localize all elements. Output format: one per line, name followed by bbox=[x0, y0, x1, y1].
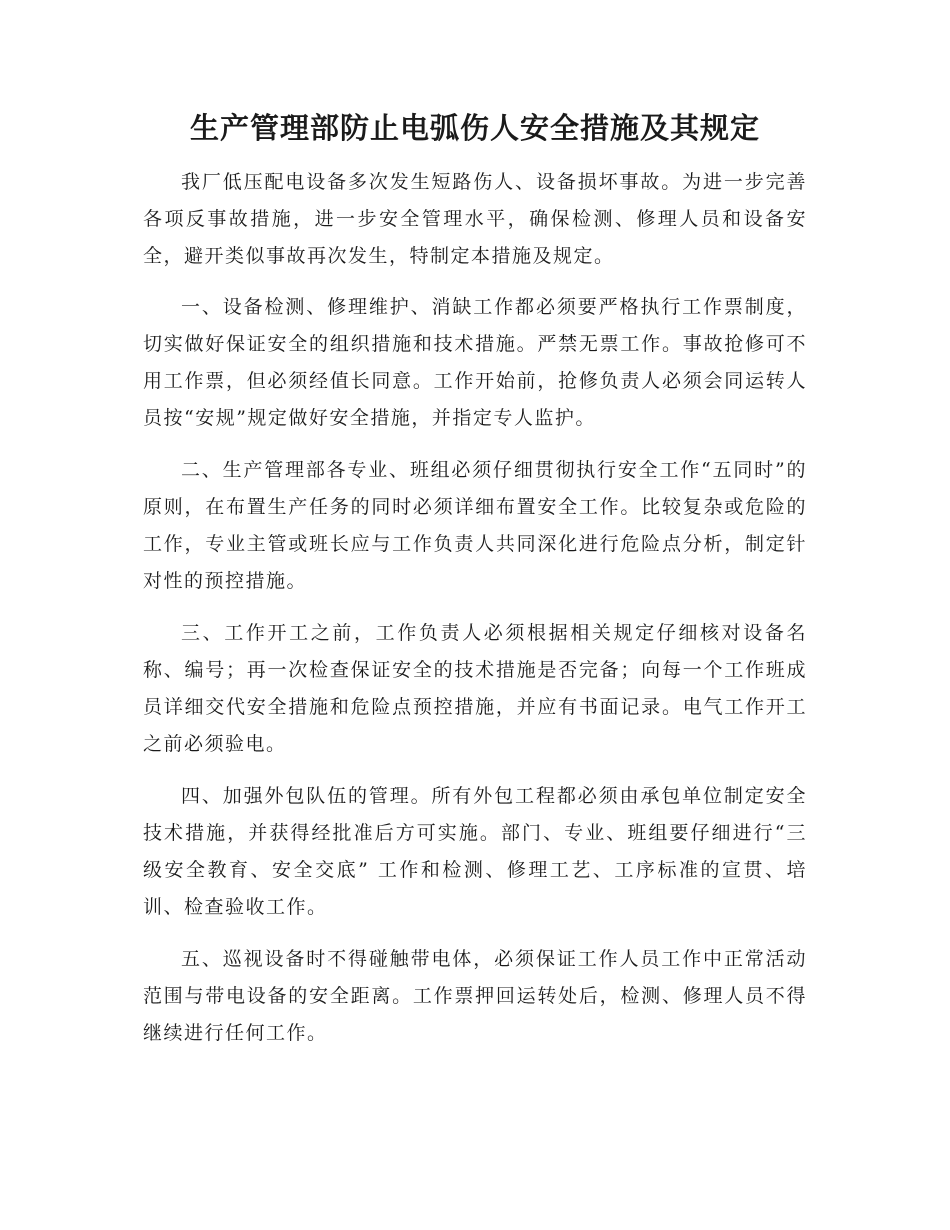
document-body bbox=[143, 164, 807, 1067]
rule-paragraph-5: 五、巡视设备时不得碰触带电体，必须保证工作人员工作中正常活动范围与带电设备的安全距离。工作票押回运转处后，检测、修理人员不得继续进行任何工作。 bbox=[143, 948, 807, 1044]
document-title: 生产管理部防止电弧伤人安全措施及其规定 bbox=[189, 111, 760, 145]
rule-paragraph-1: 一、设备检测、修理维护、消缺工作都必须要严格执行工作票制度，切实做好保证安全的组织措施和技术措施。严禁无票工作。事故抢修可不用工作票，但必须经值长同意。工作开始前，抢修负责人必须会同运转人员按“安规”规定做好安全措施，并指定专人监护。 bbox=[143, 296, 807, 429]
rule-paragraph-3: 三、工作开工之前，工作负责人必须根据相关规定仔细核对设备名称、编号；再一次检查保证安全的技术措施是否完备；向每一个工作班成员详细交代安全措施和危险点预控措施，并应有书面记录。电气工作开工之前必须验电。 bbox=[143, 622, 807, 755]
rule-paragraph-2: 二、生产管理部各专业、班组必须仔细贯彻执行安全工作“五同时”的原则，在布置生产任务的同时必须详细布置安全工作。比较复杂或危险的工作，专业主管或班长应与工作负责人共同深化进行危险点分析，制定针对性的预控措施。 bbox=[143, 459, 807, 592]
rule-paragraph-4: 四、加强外包队伍的管理。所有外包工程都必须由承包单位制定安全技术措施，并获得经批准后方可实施。部门、专业、班组要仔细进行“三级安全教育、安全交底” 工作和检测、修理工艺、工序标准的宣贯、培训、检查验收工作。 bbox=[143, 785, 807, 918]
intro-paragraph: 我厂低压配电设备多次发生短路伤人、设备损坏事故。为进一步完善各项反事故措施，进一步安全管理水平，确保检测、修理人员和设备安全，避开类似事故再次发生，特制定本措施及规定。 bbox=[143, 171, 807, 267]
